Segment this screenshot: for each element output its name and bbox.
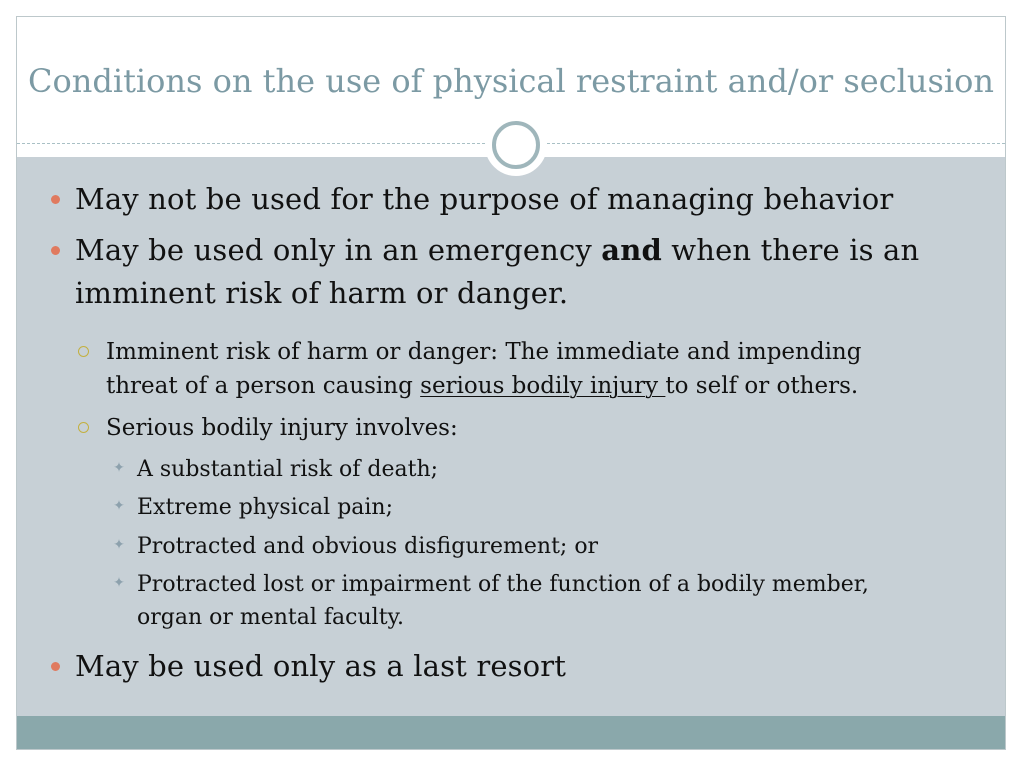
star-bullet-icon: ✦	[113, 537, 125, 553]
bullet-last-resort	[51, 645, 981, 689]
slide-title: Conditions on the use of physical restraint and/or seclusion	[27, 62, 995, 100]
bullet-text: Protracted and obvious disfigurement; or	[137, 534, 599, 559]
bullet-disfigurement	[113, 530, 993, 563]
bullet-extreme-pain	[113, 491, 993, 524]
bullet-text: A substantial risk of death;	[137, 457, 439, 482]
impairment-line2: organ or mental faculty.	[137, 605, 405, 630]
star-bullet-icon: ✦	[113, 575, 125, 591]
bullet-text	[137, 568, 977, 634]
bullet-text: Extreme physical pain;	[137, 495, 394, 520]
bullet-text	[106, 335, 976, 403]
emergency-bold-and: and	[601, 233, 662, 267]
star-bullet-icon: ✦	[113, 460, 125, 476]
footer-band	[17, 716, 1005, 749]
bullet-risk-of-death	[113, 453, 993, 486]
primary-bullet-icon	[51, 662, 60, 671]
emergency-line2: imminent risk of harm or danger.	[75, 276, 569, 310]
emergency-suffix: when there is an	[661, 233, 920, 267]
bullet-text: May not be used for the purpose of managing behavior	[75, 182, 894, 216]
bullet-text: May be used only as a last resort	[75, 649, 567, 683]
imminent-line1: Imminent risk of harm or danger: The immediate and impending	[106, 339, 862, 365]
ring-badge-inner	[492, 121, 540, 169]
bullet-managing-behavior	[51, 178, 981, 222]
content-area	[17, 157, 1005, 716]
bullet-list	[17, 157, 1005, 716]
slide-frame	[16, 16, 1006, 750]
primary-bullet-icon	[51, 195, 60, 204]
bullet-impairment	[113, 568, 993, 634]
serious-bodily-injury-underlined: serious bodily injury	[420, 373, 666, 399]
bullet-serious-bodily-injury	[78, 411, 978, 445]
star-bullet-icon: ✦	[113, 498, 125, 514]
primary-bullet-icon	[51, 246, 60, 255]
imminent-line2-suffix: to self or others.	[665, 373, 859, 399]
secondary-bullet-icon	[78, 422, 89, 433]
bullet-text	[75, 229, 975, 315]
secondary-bullet-icon	[78, 346, 89, 357]
bullet-imminent-risk	[78, 335, 978, 403]
imminent-line2-prefix: threat of a person causing	[106, 373, 421, 399]
bullet-text: Serious bodily injury involves:	[106, 415, 458, 441]
impairment-line1: Protracted lost or impairment of the function of a bodily member,	[137, 572, 869, 597]
bullet-emergency	[51, 229, 981, 317]
ring-badge-icon	[485, 114, 547, 176]
emergency-prefix: May be used only in an emergency	[75, 233, 602, 267]
